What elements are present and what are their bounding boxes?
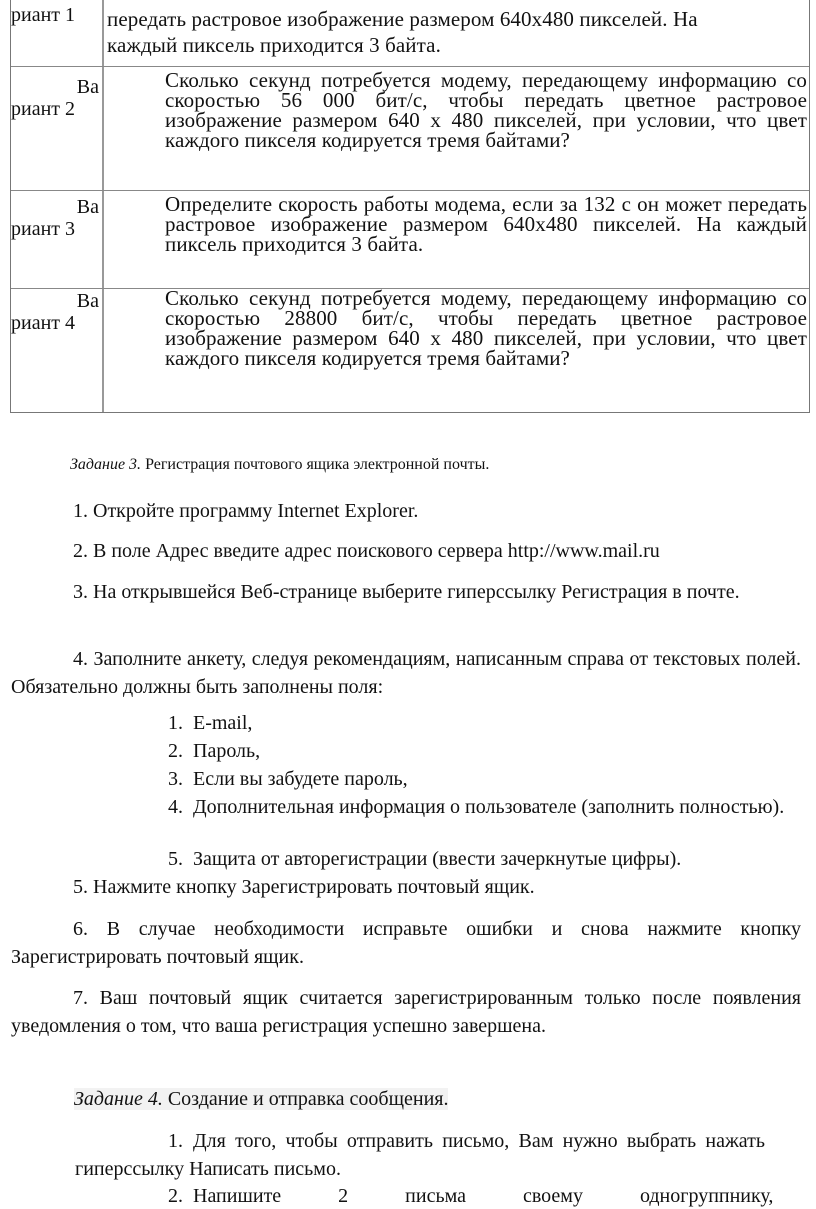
variant-label-bottom: риант 1 [11, 4, 76, 26]
list-item [75, 794, 801, 820]
task4-heading: Задание 4. [74, 1088, 163, 1110]
task4-heading-line [74, 1086, 804, 1112]
variant-question: Определите скорость работы модема, если за 132 с он может передать растровое изображение размером 640x480 пикселей. На каждый пиксель приходится 3 байта. [165, 192, 807, 256]
list-item [75, 1183, 801, 1209]
variant-label [11, 4, 99, 26]
list-text: Если вы забудете пароль, [193, 768, 408, 790]
table-row-variant-2 [11, 66, 809, 191]
variant-label-top: Ва [76, 76, 99, 98]
list-number: 2. [168, 1185, 183, 1207]
variant-label-bottom: риант 4 [11, 312, 76, 334]
task4-title: Создание и отправка сообщения. [167, 1088, 449, 1110]
table-row-variant-4 [11, 288, 809, 412]
task3-step-2: 2. В поле Адрес введите адрес поискового сервера http://www.mail.ru [73, 540, 660, 562]
list-number: 3. [168, 768, 183, 790]
list-number: 5. [168, 848, 183, 870]
variant-question: Сколько секунд потребуется модему, передающему информацию со скоростью 28800 бит/с, чтобы передать цветное растровое изображение размером 640 х 480 пикселей, при условии, что цвет каждого пикселя кодируется тремя байтами? [165, 286, 807, 370]
task3-step-1: 1. Откройте программу Internet Explorer. [73, 500, 419, 522]
list-text: E-mail, [193, 712, 253, 734]
list-item [75, 738, 801, 764]
variant-text-line: каждый пиксель приходится 3 байта. [107, 33, 441, 57]
list-text: Защита от авторегистрации (ввести зачеркнутые цифры). [193, 848, 682, 870]
list-item [75, 710, 801, 736]
variant-text [107, 6, 807, 58]
task3-heading: Задание 3. [70, 456, 142, 473]
variant-label [11, 76, 99, 120]
task3-step-4: 4. Заполните анкету, следуя рекомендациям, написанным справа от текстовых полей. Обязательно должны быть заполнены поля: [11, 648, 801, 698]
variant-text [107, 70, 807, 150]
table-row-variant-1 [11, 0, 809, 67]
variant-text [107, 288, 807, 368]
list-text: Для того, чтобы отправить письмо, Вам нужно выбрать нажать гиперссылку Написать письмо. [75, 1130, 765, 1180]
list-item [75, 846, 801, 872]
list-text: Пароль, [193, 740, 261, 762]
variant-label-bottom: риант 3 [11, 218, 76, 240]
table-row-variant-3 [11, 190, 809, 289]
list-item [75, 1127, 765, 1183]
list-text: Дополнительная информация о пользователе (заполнить полностью). [193, 796, 785, 818]
variant-label-top: Ва [76, 290, 99, 312]
variant-text-line: передать растровое изображение размером 640x480 пикселей. На [107, 7, 698, 31]
list-number: 2. [168, 740, 183, 762]
variant-question: Сколько секунд потребуется модему, передающему информацию со скоростью 56 000 бит/с, чтобы передать цветное растровое изображение размером 640 х 480 пикселей, при условии, что цвет каждого пикселя кодируется тремя байтами? [165, 68, 807, 152]
task3-heading-line [70, 456, 810, 474]
list-number: 1. [168, 712, 183, 734]
list-number: 1. [168, 1130, 183, 1152]
task3-step-3: 3. На открывшейся Веб-странице выберите гиперссылку Регистрация в почте. [73, 581, 740, 603]
list-text: Напишите 2 письма своему одногруппнику, [193, 1185, 774, 1207]
task3-title: Регистрация почтового ящика электронной почты. [145, 456, 490, 473]
list-item [75, 766, 801, 792]
variant-text [107, 194, 807, 254]
variant-label-bottom: риант 2 [11, 98, 76, 120]
variant-label [11, 290, 99, 334]
variants-table [10, 0, 810, 413]
list-number: 4. [168, 796, 183, 818]
task3-step-5: 5. Нажмите кнопку Зарегистрировать почтовый ящик. [73, 876, 535, 898]
variant-label-top: Ва [76, 196, 99, 218]
variant-label [11, 196, 99, 240]
task3-step-6: 6. В случае необходимости исправьте ошибки и снова нажмите кнопку Зарегистрировать почтовый ящик. [11, 918, 801, 968]
task3-step-7: 7. Ваш почтовый ящик считается зарегистрированным только после появления уведомления о том, что ваша регистрация успешно завершена. [11, 987, 801, 1037]
